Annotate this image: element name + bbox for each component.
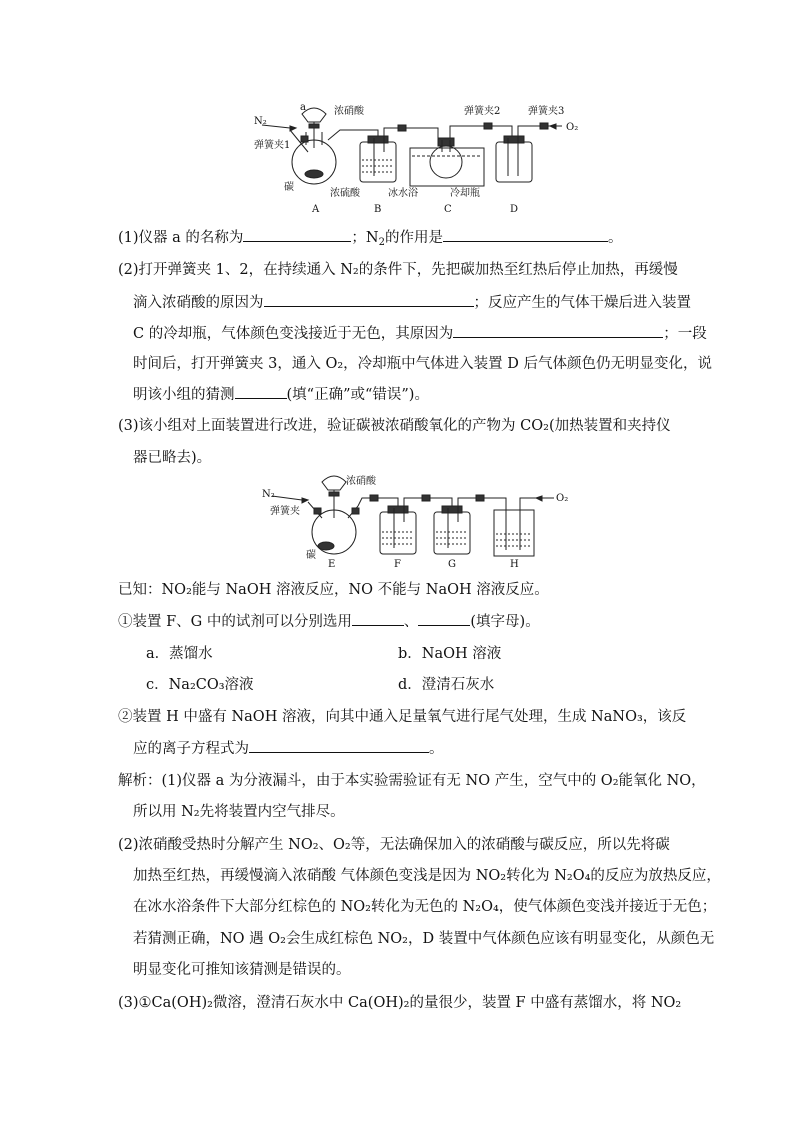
option-a[interactable]: a．蒸馏水 — [146, 646, 213, 662]
question-2-line-3: C 的冷却瓶，气体颜色变浅接近于无色，其原因为 ；一段 — [133, 323, 693, 344]
analysis-line-8: (3)①Ca(OH)₂微溶，澄清石灰水中 Ca(OH)₂的量很少，装置 F 中盛有蒸馏水，将 NO₂ — [118, 995, 682, 1011]
label-clamp: 弹簧夹 — [270, 506, 300, 517]
answer-blank[interactable] — [235, 384, 287, 399]
label-clamp2: 弹簧夹2 — [464, 106, 501, 117]
option-d[interactable]: d．澄清石灰水 — [398, 677, 495, 693]
label-D: D — [510, 204, 519, 215]
label-A: A — [312, 204, 320, 215]
label-conc-nitric: 浓硝酸 — [334, 106, 364, 117]
question-2-line-5: 明该小组的猜测 (填“正确”或“错误”)。 — [133, 384, 693, 405]
label-n2: N₂ — [262, 489, 275, 500]
label-G: G — [448, 559, 456, 570]
analysis-line-5: 在冰水浴条件下大部分红棕色的 NO₂转化为无色的 N₂O₄，使气体颜色变浅并接近于无色； — [133, 899, 717, 915]
label-cooling-bottle: 冷却瓶 — [450, 188, 480, 199]
analysis-line-2: 所以用 N₂先将装置内空气排尽。 — [133, 804, 345, 820]
question-2-line-2: 滴入浓硝酸的原因为 ；反应产生的气体干燥后进入装置 — [133, 292, 693, 313]
label-B: B — [374, 204, 382, 215]
subquestion-1: ①装置 F、G 中的试剂可以分别选用 、 (填字母)。 — [118, 611, 678, 632]
analysis-line-4: 加热至红热，再缓慢滴入浓硝酸 气体颜色变浅是因为 NO₂转化为 N₂O₄的反应为放热反应， — [133, 868, 721, 884]
label-ice-bath: 冰水浴 — [388, 188, 418, 199]
label-o2: O₂ — [556, 493, 569, 504]
analysis-line-7: 明显变化可推知该猜测是错误的。 — [133, 962, 351, 978]
question-3-line-2: 器已略去)。 — [133, 450, 212, 466]
answer-blank[interactable] — [264, 292, 474, 307]
label-o2: O₂ — [566, 122, 579, 133]
analysis-line-6: 若猜测正确，NO 遇 O₂会生成红棕色 NO₂，D 装置中气体颜色应该有明显变化，从颜色无 — [133, 931, 715, 947]
option-b[interactable]: b．NaOH 溶液 — [398, 646, 502, 662]
answer-blank[interactable] — [418, 611, 470, 626]
known-statement: 已知：NO₂能与 NaOH 溶液反应，NO 不能与 NaOH 溶液反应。 — [118, 582, 549, 598]
option-c[interactable]: c．Na₂CO₃溶液 — [146, 677, 254, 693]
answer-blank[interactable] — [249, 738, 429, 753]
question-2-line-4: 时间后，打开弹簧夹 3，通入 O₂，冷却瓶中气体进入装置 D 后气体颜色仍无明显变化，说 — [133, 356, 712, 372]
analysis-line-1: 解析：(1)仪器 a 为分液漏斗，由于本实验需验证有无 NO 产生，空气中的 O₂能氧化 NO， — [118, 773, 706, 789]
label-conc-sulfuric: 浓硫酸 — [330, 188, 360, 199]
label-F: F — [394, 559, 401, 570]
answer-blank[interactable] — [443, 227, 608, 242]
label-E: E — [328, 559, 336, 570]
question-2-line-1: (2)打开弹簧夹 1、2，在持续通入 N₂的条件下，先把碳加热至红热后停止加热，再缓慢 — [118, 262, 678, 278]
question-1: (1)仪器 a 的名称为 ；$N_2$的作用是 。 — [118, 227, 678, 253]
apparatus-figure-1 — [250, 100, 590, 218]
label-a: a — [300, 102, 306, 113]
label-clamp1: 弹簧夹1 — [254, 140, 291, 151]
analysis-line-3: (2)浓硝酸受热时分解产生 NO₂、O₂等，无法确保加入的浓硝酸与碳反应，所以先将碳 — [118, 837, 670, 853]
subquestion-2-line-1: ②装置 H 中盛有 NaOH 溶液，向其中通入足量氧气进行尾气处理，生成 NaNO₃，该反 — [118, 709, 687, 725]
subquestion-2-line-2: 应的离子方程式为 。 — [133, 738, 693, 759]
apparatus-figure-2 — [262, 470, 576, 570]
label-carbon: 碳 — [284, 182, 294, 193]
answer-blank[interactable] — [352, 611, 404, 626]
label-n2: N₂ — [254, 116, 267, 127]
label-H: H — [510, 559, 519, 570]
label-C: C — [444, 204, 452, 215]
answer-blank[interactable] — [243, 227, 351, 242]
answer-blank[interactable] — [453, 323, 663, 338]
label-clamp3: 弹簧夹3 — [528, 106, 565, 117]
label-conc-nitric: 浓硝酸 — [346, 476, 376, 487]
label-carbon: 碳 — [306, 550, 316, 561]
question-3-line-1: (3)该小组对上面装置进行改进，验证碳被浓硝酸氧化的产物为 CO₂(加热装置和夹持仪 — [118, 418, 671, 434]
